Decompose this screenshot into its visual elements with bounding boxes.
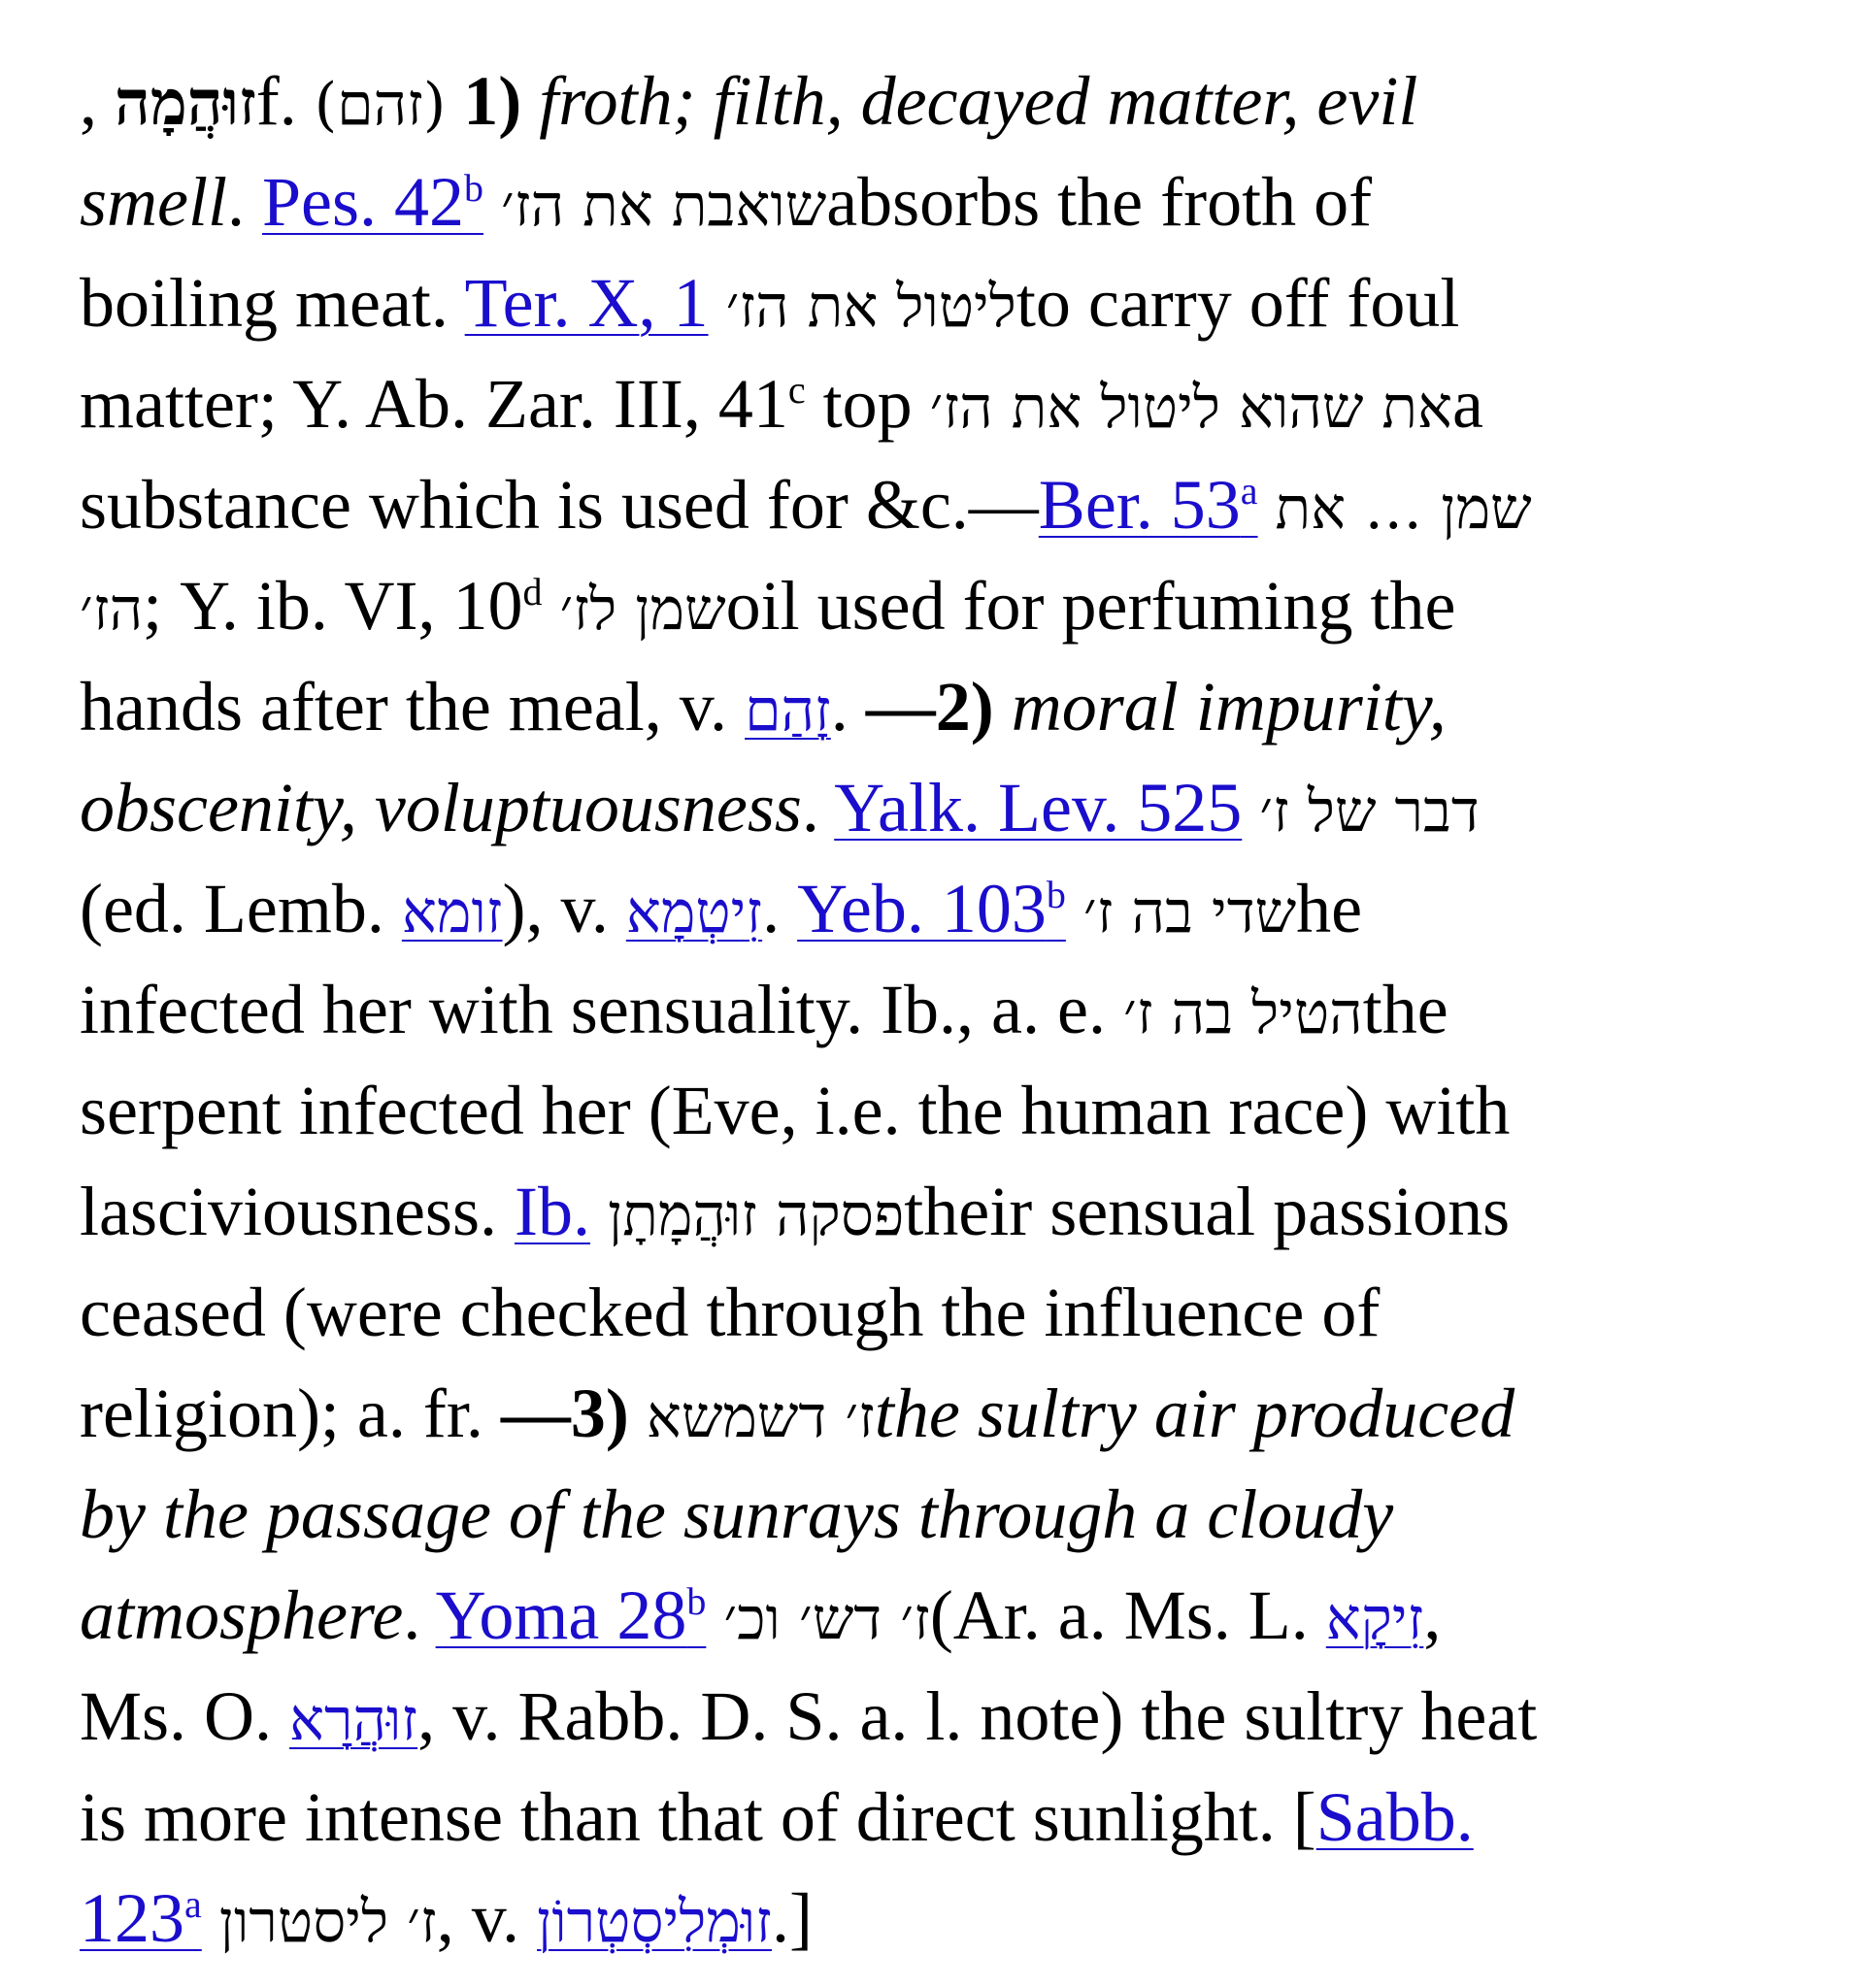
entry-line xyxy=(80,1262,1730,1363)
entry-text: . xyxy=(226,163,262,241)
entry-text: boiling meat. xyxy=(80,264,465,342)
entry-line xyxy=(80,252,1730,353)
entry-text xyxy=(1066,870,1083,947)
cross-reference-link[interactable] xyxy=(745,677,831,745)
hebrew-quotation: שמן … את xyxy=(1275,475,1532,543)
entry-text xyxy=(629,1375,647,1452)
entry-text: . xyxy=(830,668,866,746)
entry-text: is more intense than that of direct sunlight. [ xyxy=(80,1778,1316,1856)
entry-line xyxy=(80,50,1730,151)
entry-text xyxy=(709,264,726,342)
folio-side-superscript: a xyxy=(1240,469,1258,513)
entry-text: a xyxy=(1452,365,1483,443)
entry-line xyxy=(80,1666,1730,1767)
folio-side-superscript: b xyxy=(1046,873,1066,916)
entry-text: oil used for perfuming the xyxy=(725,567,1456,645)
entry-text: . xyxy=(762,870,798,947)
cross-reference-link[interactable] xyxy=(262,163,483,241)
entry-text: infected her with sensuality. Ib., a. e. xyxy=(80,971,1123,1048)
cross-reference-link[interactable] xyxy=(80,1879,202,1957)
hebrew-quotation: הז׳ xyxy=(80,576,144,644)
definition-text: by the passage of the sunrays through a cloudy xyxy=(80,1475,1394,1553)
entry-text: , xyxy=(80,62,115,140)
entry-text: (Ar. a. Ms. L. xyxy=(929,1576,1326,1654)
cross-reference-link[interactable] xyxy=(537,1888,772,1956)
cross-reference-link[interactable] xyxy=(436,1576,707,1654)
cross-reference-link[interactable] xyxy=(515,1173,590,1250)
entry-line xyxy=(80,1565,1730,1666)
entry-line xyxy=(80,656,1730,757)
reference-text: זָהַם xyxy=(745,677,831,745)
entry-text: to carry off foul xyxy=(1015,264,1460,342)
entry-text xyxy=(706,1576,723,1654)
entry-text xyxy=(1258,466,1276,544)
hebrew-quotation: ז׳ ליסטרון xyxy=(218,1888,437,1956)
entry-line xyxy=(80,555,1730,656)
entry-text: substance which is used for &c.— xyxy=(80,466,1039,544)
cross-reference-link[interactable] xyxy=(1039,466,1258,544)
reference-text: Ter. X, 1 xyxy=(464,264,709,342)
entry-line xyxy=(80,1464,1730,1565)
entry-text xyxy=(1242,769,1259,846)
hebrew-quotation: (זהם) xyxy=(314,71,447,139)
hebrew-quotation: ז׳ דש׳ וכ׳ xyxy=(723,1585,930,1653)
entry-text: f. xyxy=(255,62,315,140)
definition-text: atmosphere xyxy=(80,1576,404,1654)
reference-text: Pes. 42 xyxy=(261,163,465,241)
hebrew-quotation: הטיל בה ז׳ xyxy=(1122,979,1363,1047)
definition-text: moral impurity, xyxy=(993,668,1447,746)
folio-side-superscript: d xyxy=(522,570,543,613)
entry-text: . xyxy=(801,769,835,846)
folio-side-superscript: a xyxy=(184,1882,202,1926)
reference-text: Ib. xyxy=(514,1173,590,1250)
entry-line xyxy=(80,1868,1730,1969)
definition-text: the sultry air produced xyxy=(874,1375,1515,1452)
entry-text: lasciviousness. xyxy=(80,1173,515,1250)
reference-text: זוּמְלִיסְטְרוֹן xyxy=(537,1888,772,1956)
entry-line xyxy=(80,454,1730,555)
entry-text xyxy=(483,163,501,241)
cross-reference-link[interactable] xyxy=(402,878,503,946)
reference-text: Yoma 28 xyxy=(435,1576,687,1654)
entry-text: , v. xyxy=(436,1879,538,1957)
definition-text: froth; filth, decayed matter, evil xyxy=(521,62,1418,140)
entry-text: (ed. Lemb. xyxy=(80,870,402,947)
hebrew-quotation: ז׳ דשמשא xyxy=(646,1383,875,1451)
entry-line xyxy=(80,1060,1730,1161)
reference-text: Yalk. Lev. 525 xyxy=(834,769,1243,846)
folio-side-superscript: c xyxy=(787,368,806,412)
sense-number: —2) xyxy=(865,668,994,746)
cross-reference-link[interactable] xyxy=(1326,1585,1424,1653)
entry-text: top xyxy=(805,365,930,443)
entry-line xyxy=(80,757,1730,858)
entry-text: , xyxy=(1423,1576,1442,1654)
cross-reference-link[interactable] xyxy=(797,870,1066,947)
reference-text: 123 xyxy=(80,1879,184,1957)
entry-line xyxy=(80,353,1730,454)
reference-text: זִיטְמָא xyxy=(625,878,763,946)
reference-text: Sabb. xyxy=(1315,1778,1474,1856)
reference-text: Yeb. 103 xyxy=(797,870,1047,947)
entry-text: religion); a. fr. xyxy=(80,1375,501,1452)
cross-reference-link[interactable] xyxy=(289,1686,417,1754)
entry-text xyxy=(590,1173,608,1250)
reference-text: זִיקָא xyxy=(1325,1585,1424,1653)
cross-reference-link[interactable] xyxy=(1316,1778,1474,1856)
cross-reference-link[interactable] xyxy=(465,264,709,342)
definition-text: smell xyxy=(80,163,227,241)
definition-text: obscenity, voluptuousness xyxy=(80,769,802,846)
entry-line xyxy=(80,1363,1730,1464)
entry-line xyxy=(80,1161,1730,1262)
reference-text: זומא xyxy=(401,878,503,946)
entry-text: .] xyxy=(771,1879,813,1957)
entry-line xyxy=(80,151,1730,252)
entry-text xyxy=(446,62,463,140)
reference-text: זוּהֲרָא xyxy=(289,1686,418,1754)
entry-line xyxy=(80,959,1730,1060)
entry-text: absorbs the froth of xyxy=(826,163,1373,241)
entry-text: ceased (were checked through the influence of xyxy=(80,1274,1381,1351)
entry-text: matter; Y. Ab. Zar. III, 41 xyxy=(80,365,788,443)
entry-text: serpent infected her (Eve, i.e. the human race) with xyxy=(80,1072,1511,1149)
entry-text: . xyxy=(403,1576,436,1654)
entry-text: hands after the meal, v. xyxy=(80,668,746,746)
hebrew-quotation: שמן לז׳ xyxy=(559,576,726,644)
cross-reference-link[interactable] xyxy=(834,769,1242,846)
entry-line xyxy=(80,1767,1730,1868)
entry-text: their sensual passions xyxy=(904,1173,1511,1250)
entry-text: Ms. O. xyxy=(80,1677,290,1755)
entry-line xyxy=(80,858,1730,959)
hebrew-quotation: דבר של ז׳ xyxy=(1259,778,1480,845)
hebrew-quotation: ליטול את הז׳ xyxy=(725,273,1016,341)
hebrew-quotation: את שהוא ליטול את הז׳ xyxy=(929,374,1453,442)
hebrew-quotation: שדי בה ז׳ xyxy=(1082,878,1297,946)
entry-text: he xyxy=(1296,870,1363,947)
cross-reference-link[interactable] xyxy=(626,878,762,946)
sense-number: —3) xyxy=(500,1375,629,1452)
hebrew-quotation: פסקה זוּהֲמָתָן xyxy=(607,1181,905,1249)
headword: זוּהֲמָה xyxy=(115,67,256,140)
dictionary-entry xyxy=(80,50,1730,1969)
folio-side-superscript: b xyxy=(464,166,484,210)
folio-side-superscript: b xyxy=(686,1579,707,1623)
entry-text: ; Y. ib. VI, 10 xyxy=(143,567,523,645)
hebrew-quotation: שואבת את הז׳ xyxy=(501,172,827,240)
entry-text: , v. Rabb. D. S. a. l. note) the sultry heat xyxy=(417,1677,1538,1755)
sense-number: 1) xyxy=(463,62,522,140)
entry-text: ), v. xyxy=(502,870,626,947)
entry-text xyxy=(202,1879,219,1957)
entry-text: the xyxy=(1362,971,1448,1048)
reference-text: Ber. 53 xyxy=(1038,466,1241,544)
entry-text xyxy=(543,567,560,645)
